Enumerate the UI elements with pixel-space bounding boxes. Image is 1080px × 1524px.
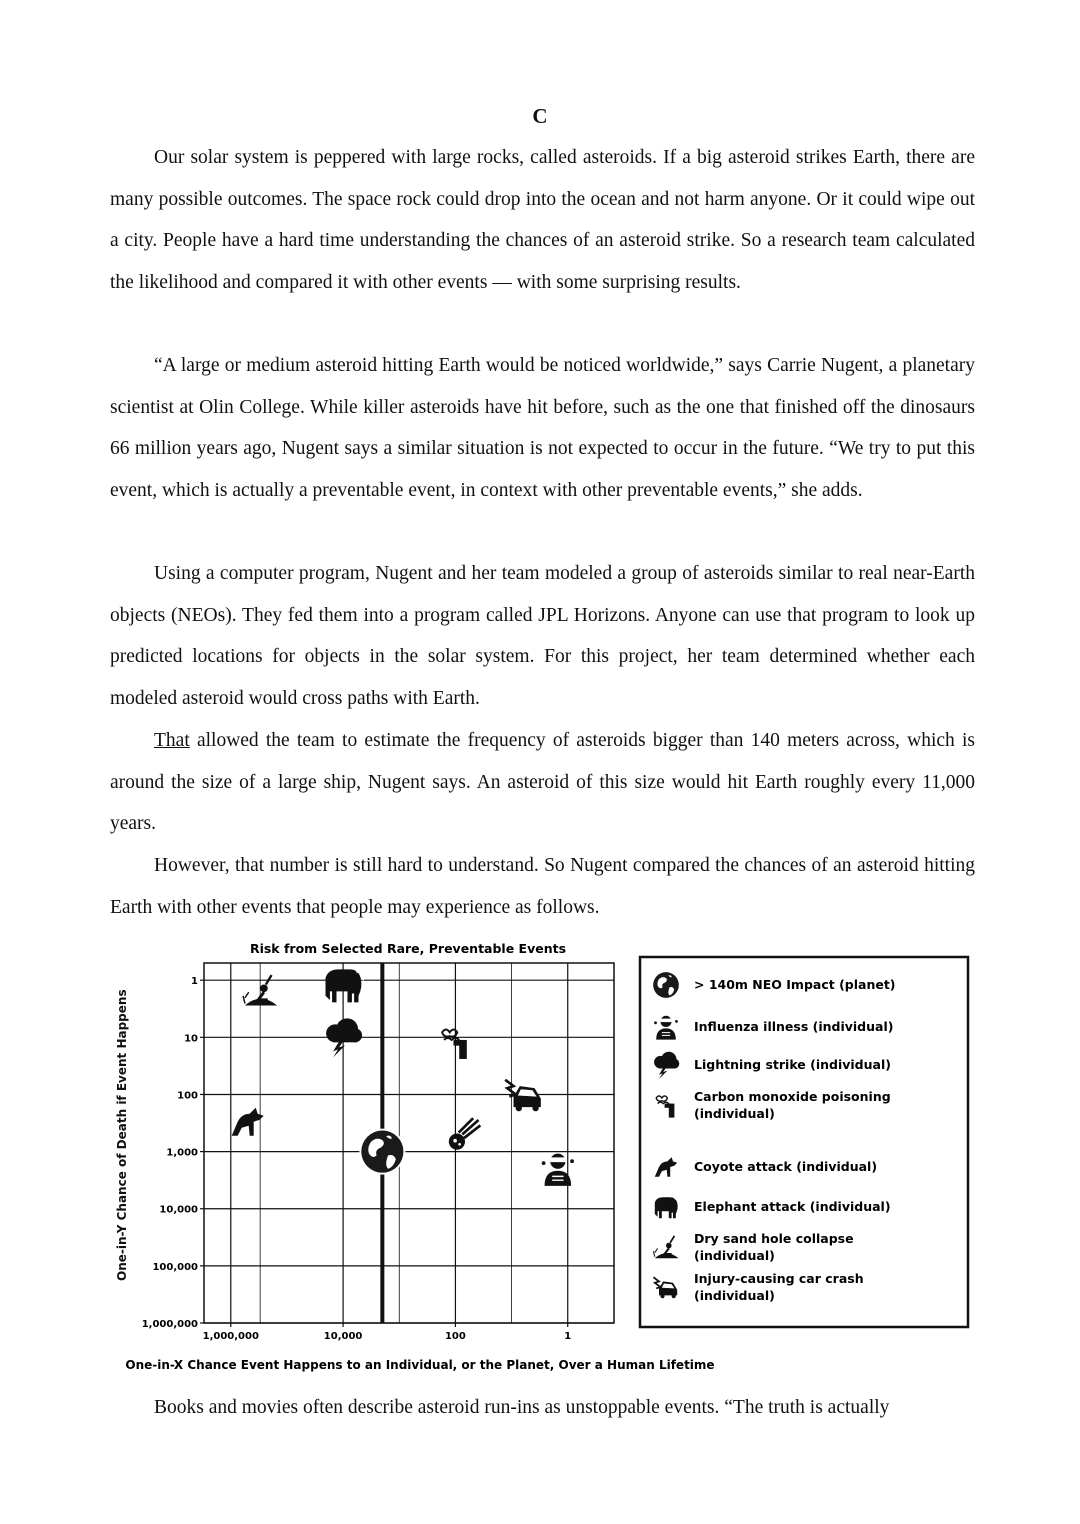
legend	[640, 957, 968, 1327]
legend-label: (individual)	[694, 1288, 775, 1303]
x-tick-label: 100	[444, 1331, 466, 1342]
legend-sand-hole-icon	[653, 1236, 678, 1258]
legend-label: Carbon monoxide poisoning	[694, 1089, 891, 1104]
plot-frame	[204, 963, 614, 1323]
section-letter: C	[532, 104, 548, 128]
y-tick-label: 100	[177, 1090, 198, 1102]
x-tick-label: 10,000	[323, 1331, 363, 1342]
x-tick-label: 1,000,000	[202, 1331, 259, 1342]
x-axis-label: One-in-X Chance Event Happens to an Individual, or the Planet, Over a Human Lifetime	[125, 1358, 715, 1372]
point-lightning-cloud-icon	[326, 1018, 362, 1057]
point-carbon-monoxide-icon	[442, 1030, 467, 1059]
legend-label: Coyote attack (individual)	[694, 1159, 878, 1174]
legend-car-crash-icon	[653, 1277, 677, 1298]
plot-grid	[204, 963, 614, 1323]
legend-influenza-icon	[654, 1016, 678, 1040]
legend-label: Elephant attack (individual)	[694, 1199, 891, 1214]
y-tick-label: 10	[184, 1033, 198, 1045]
legend-label: Influenza illness (individual)	[694, 1019, 894, 1034]
point-elephant-icon	[326, 969, 364, 1002]
y-axis-label-html: One-in-Y Chance of Death if Event Happens	[115, 989, 129, 1281]
paragraph-4	[110, 720, 975, 845]
legend-label: Dry sand hole collapse	[694, 1231, 854, 1246]
paragraph-2: “A large or medium asteroid hitting Earth would be noticed worldwide,” says Carrie Nugent, a planetary scientist at Olin College. While killer asteroids have hit before, such as the one that finished off the dinosaurs 66 million years ago, Nugent says a similar situation is not expected to occur in the future. “We try to put this event, which is actually a preventable event, in context with other preventable events,” she adds.	[110, 355, 975, 501]
y-tick-label: 1,000	[166, 1147, 198, 1159]
paragraph-3: Using a computer program, Nugent and her team modeled a group of asteroids similar to real near-Earth objects (NEOs). They fed them into a program called JPL Horizons. Anyone can use that program to look up predicted locations for objects in the solar system. For this project, her team determined whether each modeled asteroid would cross paths with Earth.	[110, 563, 975, 709]
y-tick-label: 1	[191, 976, 198, 988]
legend-carbon-monoxide-icon	[656, 1096, 674, 1118]
plot-points	[232, 969, 574, 1186]
risk-chart	[100, 935, 980, 1385]
legend-label: (individual)	[694, 1248, 775, 1263]
paragraph-4-text: allowed the team to estimate the frequency of asteroids bigger than 140 meters across, which is around the size of a large ship, Nugent says. An asteroid of this size would hit Earth roughly every 11,000 years.	[110, 730, 975, 835]
point-earth-asteroid-icon	[361, 1131, 403, 1173]
paragraph-1: Our solar system is peppered with large rocks, called asteroids. If a big asteroid strikes Earth, there are many possible outcomes. The space rock could drop into the ocean and not harm anyone. Or it could wipe out a city. People have a hard time understanding the chances of an asteroid strike. So a research team calculated the likelihood and compared it with other events — with some surprising results.	[110, 147, 975, 293]
legend-lightning-cloud-icon	[654, 1052, 679, 1079]
point-influenza-icon	[542, 1154, 574, 1186]
point-car-crash-icon	[505, 1080, 541, 1112]
risk-chart-svg	[100, 935, 980, 1385]
legend-elephant-icon	[655, 1197, 679, 1218]
point-coyote-icon	[232, 1108, 264, 1136]
legend-label: > 140m NEO Impact (planet)	[694, 977, 896, 992]
legend-label: Injury-causing car crash	[694, 1271, 864, 1286]
paragraph-5: However, that number is still hard to understand. So Nugent compared the chances of an asteroid hitting Earth with other events that people may experience as follows.	[110, 855, 975, 918]
chart-title: Risk from Selected Rare, Preventable Events	[249, 941, 567, 956]
legend-label: Lightning strike (individual)	[694, 1057, 891, 1072]
legend-coyote-icon	[655, 1157, 677, 1177]
point-falling-asteroid-icon	[449, 1118, 481, 1150]
legend-label: (individual)	[694, 1106, 775, 1121]
y-tick-label: 10,000	[159, 1204, 198, 1216]
x-tick-label: 1	[564, 1331, 572, 1342]
underlined-word: That	[154, 730, 190, 751]
y-tick-label: 100,000	[152, 1261, 198, 1273]
legend-earth-asteroid-icon	[653, 972, 679, 998]
y-tick-label: 1,000,000	[141, 1319, 198, 1330]
paragraph-6: Books and movies often describe asteroid run-ins as unstoppable events. “The truth is actually	[154, 1397, 890, 1418]
